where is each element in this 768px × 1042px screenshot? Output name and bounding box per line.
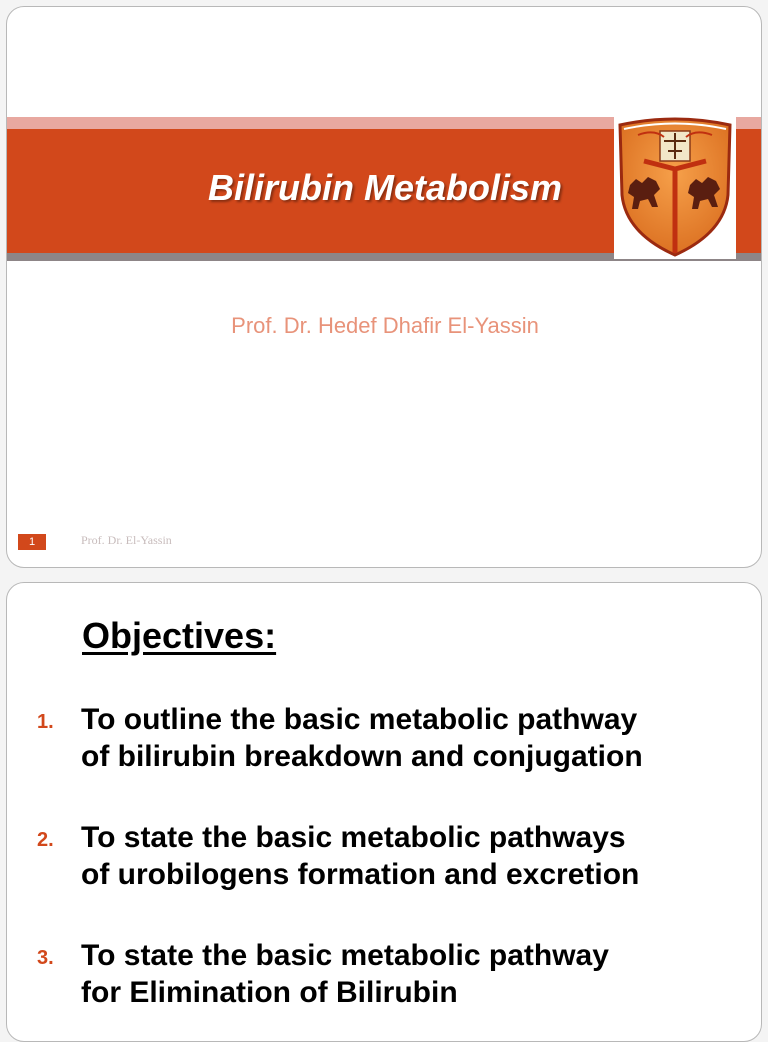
list-item [37, 819, 757, 893]
list-number: 2. [37, 829, 54, 851]
objective-line: To state the basic metabolic pathways [81, 821, 626, 854]
objective-line: for Elimination of Bilirubin [81, 976, 458, 1009]
objective-line: of urobilogens formation and excretion [81, 858, 640, 891]
objective-line: of bilirubin breakdown and conjugation [81, 740, 643, 773]
objective-line: To state the basic metabolic pathway [81, 939, 609, 972]
slide-title: Bilirubin Metabolism [207, 167, 563, 208]
objective-text [81, 937, 741, 1011]
objectives-heading: Objectives: [82, 615, 277, 656]
slide-1 [6, 6, 762, 568]
list-number: 1. [37, 711, 54, 733]
list-item [37, 937, 757, 1011]
list-number: 3. [37, 947, 54, 969]
objective-text [81, 819, 741, 893]
objective-line: To outline the basic metabolic pathway [81, 703, 638, 736]
objectives-list [37, 701, 757, 1042]
university-crest-icon [614, 115, 736, 259]
slide-footer: Prof. Dr. El-Yassin [81, 533, 172, 547]
list-item [37, 701, 757, 775]
objective-text [81, 701, 741, 775]
slide-2 [6, 582, 762, 1042]
presenter-name: Prof. Dr. Hedef Dhafir El-Yassin [231, 313, 539, 338]
slide-number-badge: 1 [18, 534, 46, 550]
